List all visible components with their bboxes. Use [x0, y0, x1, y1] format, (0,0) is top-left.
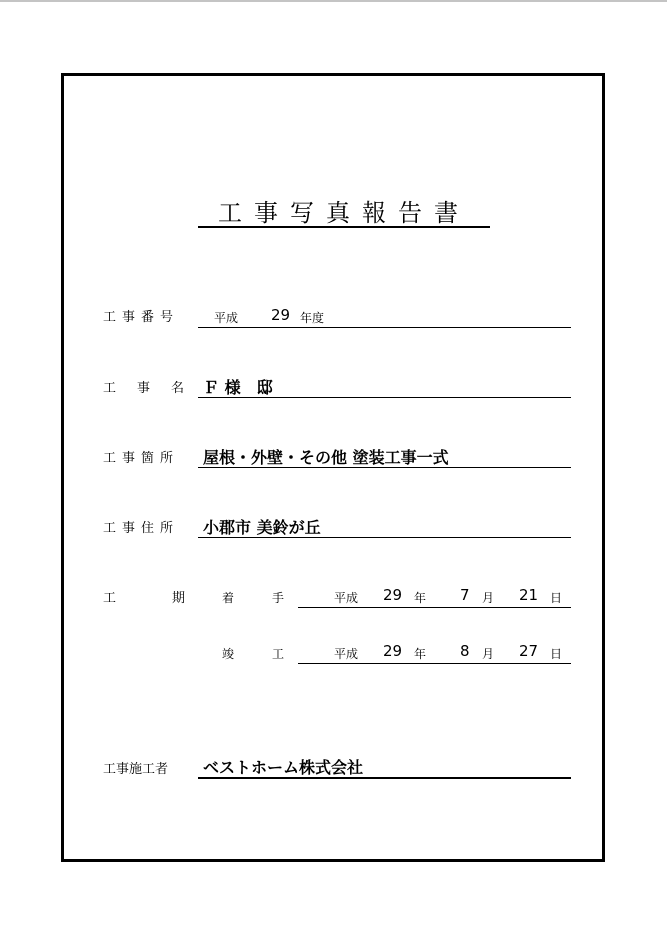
construction-place-label: 工事箇所: [103, 451, 180, 466]
start-date-line: [298, 607, 571, 608]
start-month: 7: [460, 586, 470, 604]
construction-place-line: [198, 467, 571, 468]
start-month-unit: 月: [482, 591, 495, 605]
start-day-unit: 日: [550, 591, 563, 605]
start-era: 平成: [334, 591, 359, 605]
construction-name-value: Ｆ 様 邸: [203, 378, 273, 397]
end-year-unit: 年: [414, 647, 427, 661]
end-day-unit: 日: [550, 647, 563, 661]
start-year-unit: 年: [414, 591, 427, 605]
end-day: 27: [519, 642, 539, 660]
construction-place-value: 屋根・外壁・その他 塗装工事一式: [203, 448, 449, 467]
start-label: 着手: [222, 591, 323, 605]
construction-address-label: 工事住所: [103, 521, 180, 536]
page-top-border: [0, 0, 667, 2]
title-underline: [198, 193, 490, 228]
construction-period-label: 工期: [103, 591, 242, 606]
construction-number-label: 工事番号: [103, 310, 180, 325]
construction-number-year: 29: [271, 306, 291, 324]
end-year: 29: [383, 642, 403, 660]
construction-address-line: [198, 537, 571, 538]
construction-address-value: 小郡市 美鈴が丘: [203, 518, 321, 537]
end-month: 8: [460, 642, 470, 660]
end-era: 平成: [334, 647, 359, 661]
contractor-label: 工事施工者: [103, 762, 169, 777]
construction-name-label-text: 工事名: [103, 381, 206, 396]
contractor-value: ベストホーム株式会社: [203, 758, 364, 777]
construction-number-line: [198, 327, 571, 328]
start-day: 21: [519, 586, 539, 604]
contractor-line: [198, 777, 571, 779]
construction-name-line: [198, 397, 571, 398]
construction-number-era: 平成: [214, 311, 239, 325]
end-month-unit: 月: [482, 647, 495, 661]
end-date-line: [298, 663, 571, 664]
document-title: 工事写真報告書: [218, 199, 470, 227]
construction-name-label: [103, 377, 206, 396]
start-year: 29: [383, 586, 403, 604]
construction-number-suffix: 年度: [300, 311, 325, 325]
end-label: 竣工: [222, 647, 323, 661]
